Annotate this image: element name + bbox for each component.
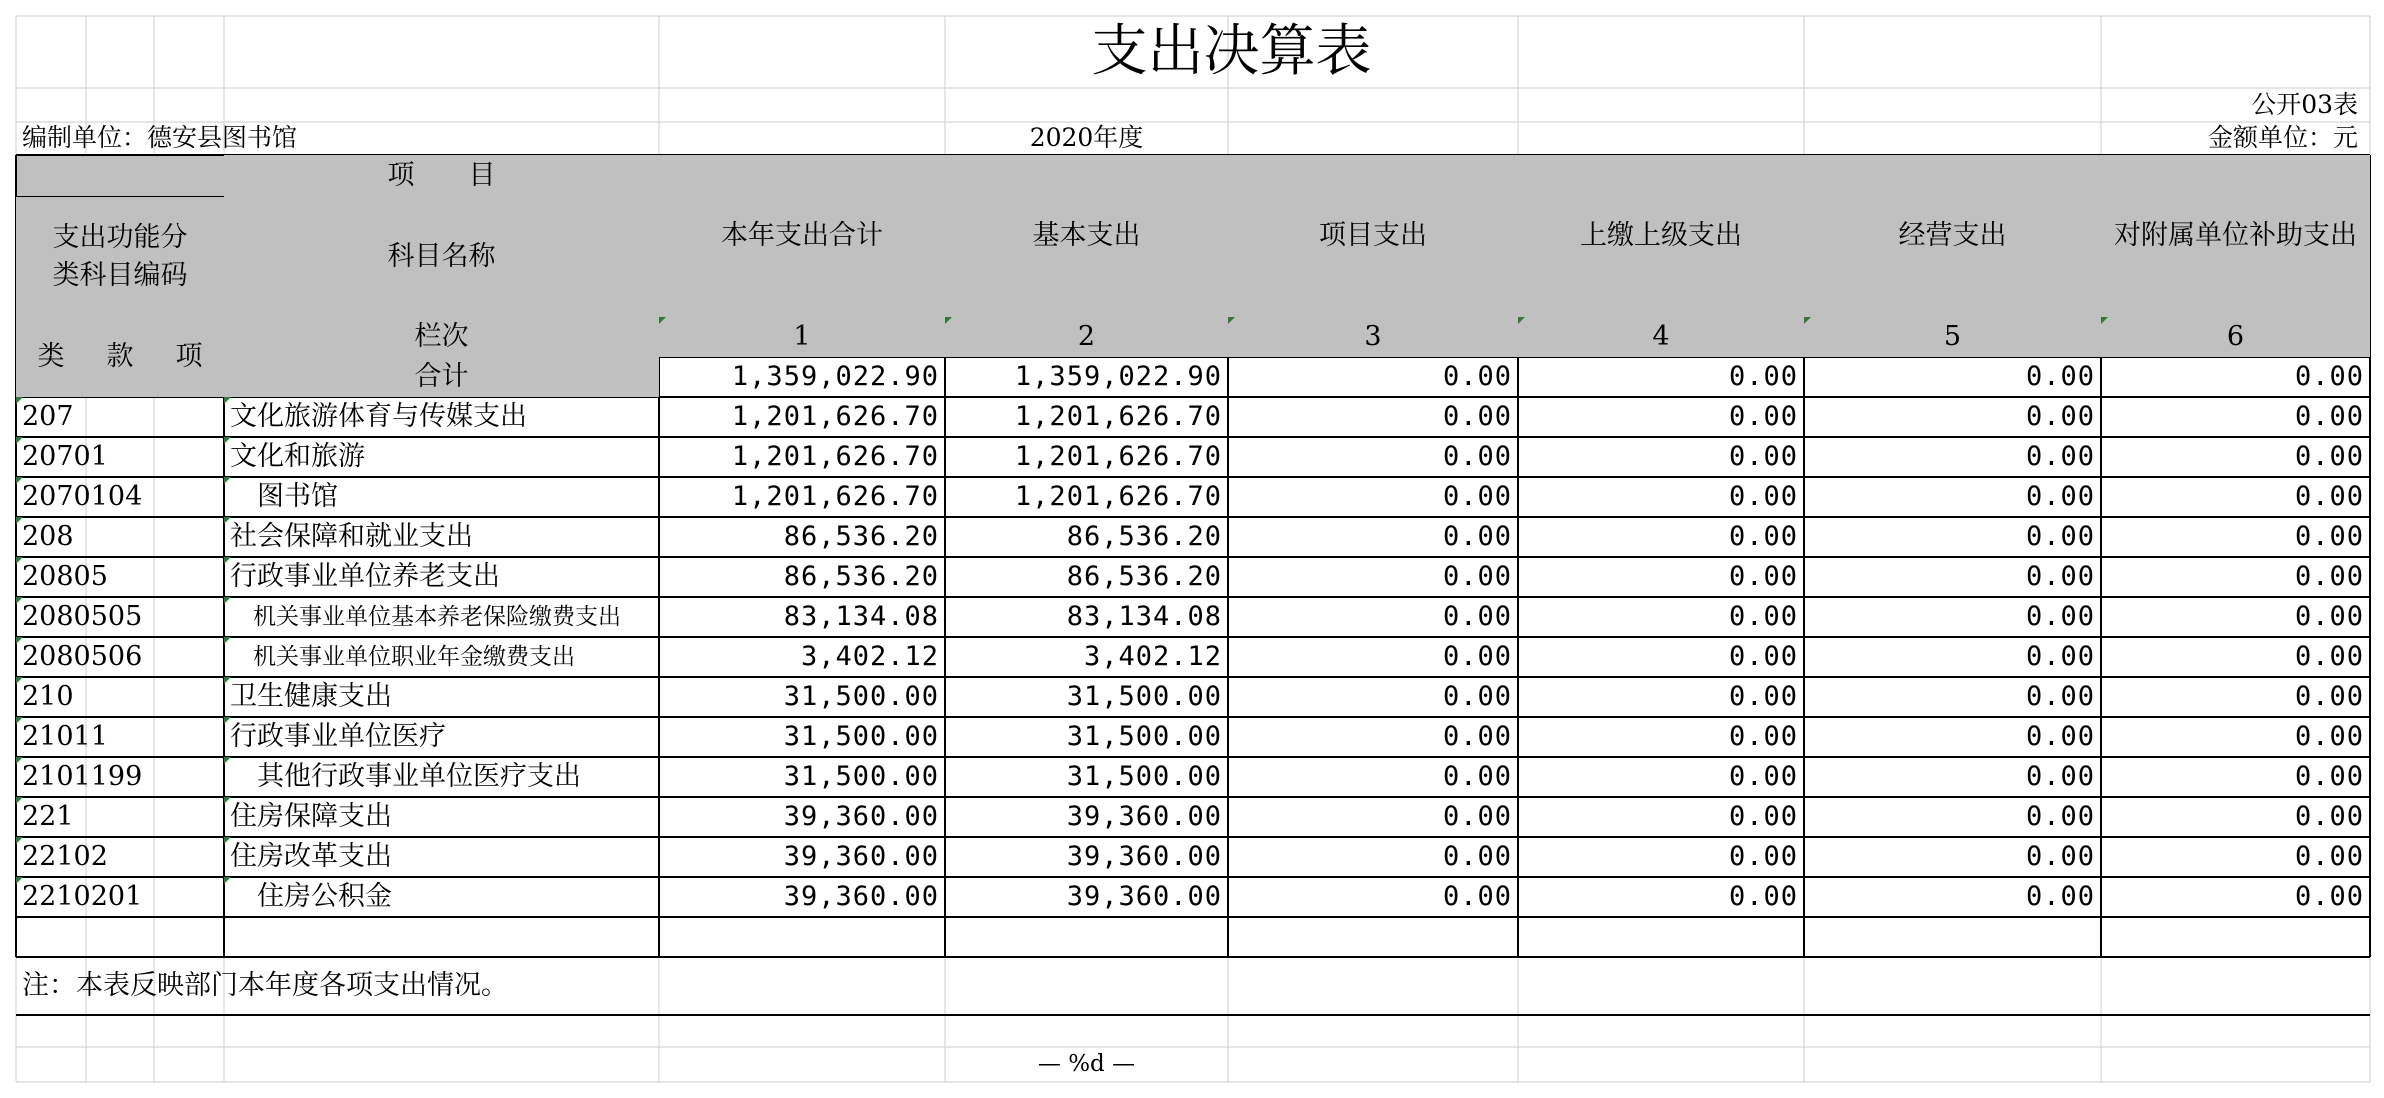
row-value-6: 0.00 xyxy=(2294,561,2364,593)
column-number-3: 3 xyxy=(1228,317,1518,357)
row-value-3: 0.00 xyxy=(1442,881,1512,913)
row-subject-name: 卫生健康支出 xyxy=(224,677,659,717)
row-value-6: 0.00 xyxy=(2294,841,2364,873)
row-value-6: 0.00 xyxy=(2294,641,2364,673)
amount-unit: 金额单位：元 xyxy=(2207,123,2358,153)
row-value-6: 0.00 xyxy=(2294,881,2364,913)
row-value-4: 0.00 xyxy=(1728,441,1798,473)
row-value-4: 0.00 xyxy=(1728,761,1798,793)
row-value-3: 0.00 xyxy=(1442,641,1512,673)
header-column-2: 基本支出 xyxy=(945,155,1228,317)
row-value-1: 1,201,626.70 xyxy=(731,401,939,433)
row-value-2: 1,201,626.70 xyxy=(1014,441,1222,473)
row-subject-name: 社会保障和就业支出 xyxy=(224,517,659,557)
header-item: 项 目 xyxy=(224,155,659,197)
fiscal-year: 2020年度 xyxy=(1029,123,1144,153)
row-value-2: 3,402.12 xyxy=(1083,641,1222,673)
header-kuan: 款 xyxy=(86,317,154,397)
column-number-6: 6 xyxy=(2101,317,2370,357)
row-value-5: 0.00 xyxy=(2025,881,2095,913)
row-code: 2070104 xyxy=(16,477,224,517)
row-code: 2080505 xyxy=(16,597,224,637)
row-value-5: 0.00 xyxy=(2025,481,2095,513)
row-value-4: 0.00 xyxy=(1728,481,1798,513)
row-value-6: 0.00 xyxy=(2294,761,2364,793)
row-code: 21011 xyxy=(16,717,224,757)
row-code: 20701 xyxy=(16,437,224,477)
header-column-6: 对附属单位补助支出 xyxy=(2101,155,2370,317)
row-value-4: 0.00 xyxy=(1728,841,1798,873)
row-value-6: 0.00 xyxy=(2294,721,2364,753)
row-code: 2080506 xyxy=(16,637,224,677)
row-subject-name: 机关事业单位基本养老保险缴费支出 xyxy=(224,597,659,637)
row-code: 20805 xyxy=(16,557,224,597)
header-column-5: 经营支出 xyxy=(1804,155,2101,317)
row-value-6: 0.00 xyxy=(2294,521,2364,553)
row-code: 208 xyxy=(16,517,224,557)
row-value-5: 0.00 xyxy=(2025,601,2095,633)
row-value-1: 1,201,626.70 xyxy=(731,481,939,513)
row-value-1: 31,500.00 xyxy=(783,721,939,753)
total-value-3: 0.00 xyxy=(1442,361,1512,393)
row-value-1: 39,360.00 xyxy=(783,881,939,913)
row-value-5: 0.00 xyxy=(2025,841,2095,873)
total-label: 合计 xyxy=(224,357,659,397)
row-value-2: 39,360.00 xyxy=(1066,881,1222,913)
header-xiang: 项 xyxy=(154,317,224,397)
row-subject-name: 住房改革支出 xyxy=(224,837,659,877)
header-column-4: 上缴上级支出 xyxy=(1518,155,1804,317)
row-value-3: 0.00 xyxy=(1442,801,1512,833)
row-value-1: 39,360.00 xyxy=(783,841,939,873)
row-subject-name: 图书馆 xyxy=(224,477,659,517)
row-value-2: 39,360.00 xyxy=(1066,841,1222,873)
row-value-1: 31,500.00 xyxy=(783,761,939,793)
row-value-1: 1,201,626.70 xyxy=(731,441,939,473)
total-value-2: 1,359,022.90 xyxy=(1014,361,1222,393)
row-value-1: 39,360.00 xyxy=(783,801,939,833)
row-value-5: 0.00 xyxy=(2025,721,2095,753)
row-value-3: 0.00 xyxy=(1442,761,1512,793)
form-number: 公开03表 xyxy=(2251,89,2358,119)
total-value-1: 1,359,022.90 xyxy=(731,361,939,393)
row-value-4: 0.00 xyxy=(1728,401,1798,433)
total-value-5: 0.00 xyxy=(2025,361,2095,393)
row-value-4: 0.00 xyxy=(1728,881,1798,913)
row-value-3: 0.00 xyxy=(1442,481,1512,513)
row-value-4: 0.00 xyxy=(1728,601,1798,633)
row-value-3: 0.00 xyxy=(1442,721,1512,753)
row-value-1: 31,500.00 xyxy=(783,681,939,713)
column-number-1: 1 xyxy=(659,317,945,357)
total-value-4: 0.00 xyxy=(1728,361,1798,393)
row-value-6: 0.00 xyxy=(2294,441,2364,473)
row-code: 2101199 xyxy=(16,757,224,797)
row-subject-name: 机关事业单位职业年金缴费支出 xyxy=(224,637,659,677)
row-value-3: 0.00 xyxy=(1442,601,1512,633)
row-value-6: 0.00 xyxy=(2294,481,2364,513)
row-subject-name: 住房保障支出 xyxy=(224,797,659,837)
row-value-2: 86,536.20 xyxy=(1066,561,1222,593)
row-value-6: 0.00 xyxy=(2294,801,2364,833)
row-value-5: 0.00 xyxy=(2025,641,2095,673)
page-footer: — %d — xyxy=(1037,1051,1136,1078)
header-function-code: 支出功能分类科目编码 xyxy=(16,197,224,317)
row-value-2: 31,500.00 xyxy=(1066,721,1222,753)
row-value-5: 0.00 xyxy=(2025,801,2095,833)
row-value-2: 83,134.08 xyxy=(1066,601,1222,633)
row-value-6: 0.00 xyxy=(2294,681,2364,713)
row-value-6: 0.00 xyxy=(2294,401,2364,433)
row-value-4: 0.00 xyxy=(1728,681,1798,713)
row-subject-name: 行政事业单位医疗 xyxy=(224,717,659,757)
row-code: 221 xyxy=(16,797,224,837)
row-value-2: 39,360.00 xyxy=(1066,801,1222,833)
row-value-3: 0.00 xyxy=(1442,681,1512,713)
header-column-1: 本年支出合计 xyxy=(659,155,945,317)
column-number-4: 4 xyxy=(1518,317,1804,357)
row-value-5: 0.00 xyxy=(2025,521,2095,553)
row-value-2: 31,500.00 xyxy=(1066,761,1222,793)
header-lei: 类 xyxy=(16,317,86,397)
row-value-4: 0.00 xyxy=(1728,521,1798,553)
row-value-4: 0.00 xyxy=(1728,641,1798,673)
row-value-3: 0.00 xyxy=(1442,441,1512,473)
row-value-1: 3,402.12 xyxy=(800,641,939,673)
row-value-1: 86,536.20 xyxy=(783,521,939,553)
row-value-5: 0.00 xyxy=(2025,441,2095,473)
row-subject-name: 行政事业单位养老支出 xyxy=(224,557,659,597)
table-note: 注：本表反映部门本年度各项支出情况。 xyxy=(22,970,508,1002)
row-value-3: 0.00 xyxy=(1442,561,1512,593)
row-value-4: 0.00 xyxy=(1728,561,1798,593)
row-subject-name: 文化旅游体育与传媒支出 xyxy=(224,397,659,437)
column-number-5: 5 xyxy=(1804,317,2101,357)
row-value-1: 83,134.08 xyxy=(783,601,939,633)
row-value-2: 86,536.20 xyxy=(1066,521,1222,553)
row-code: 207 xyxy=(16,397,224,437)
row-value-4: 0.00 xyxy=(1728,721,1798,753)
row-value-3: 0.00 xyxy=(1442,401,1512,433)
total-value-6: 0.00 xyxy=(2294,361,2364,393)
row-value-5: 0.00 xyxy=(2025,761,2095,793)
row-code: 2210201 xyxy=(16,877,224,917)
column-number-2: 2 xyxy=(945,317,1228,357)
header-column-number-label: 栏次 xyxy=(224,317,659,357)
row-code: 22102 xyxy=(16,837,224,877)
row-subject-name: 其他行政事业单位医疗支出 xyxy=(224,757,659,797)
row-subject-name: 住房公积金 xyxy=(224,877,659,917)
row-subject-name: 文化和旅游 xyxy=(224,437,659,477)
row-value-2: 1,201,626.70 xyxy=(1014,481,1222,513)
row-value-3: 0.00 xyxy=(1442,841,1512,873)
row-value-4: 0.00 xyxy=(1728,801,1798,833)
row-value-5: 0.00 xyxy=(2025,681,2095,713)
row-code: 210 xyxy=(16,677,224,717)
row-value-1: 86,536.20 xyxy=(783,561,939,593)
compiling-unit: 编制单位：德安县图书馆 xyxy=(22,123,298,153)
row-value-3: 0.00 xyxy=(1442,521,1512,553)
row-value-6: 0.00 xyxy=(2294,601,2364,633)
row-value-5: 0.00 xyxy=(2025,401,2095,433)
row-value-2: 1,201,626.70 xyxy=(1014,401,1222,433)
page-title: 支出决算表 xyxy=(1091,18,1372,84)
header-subject-name: 科目名称 xyxy=(224,197,659,317)
header-column-3: 项目支出 xyxy=(1228,155,1518,317)
row-value-5: 0.00 xyxy=(2025,561,2095,593)
row-value-2: 31,500.00 xyxy=(1066,681,1222,713)
